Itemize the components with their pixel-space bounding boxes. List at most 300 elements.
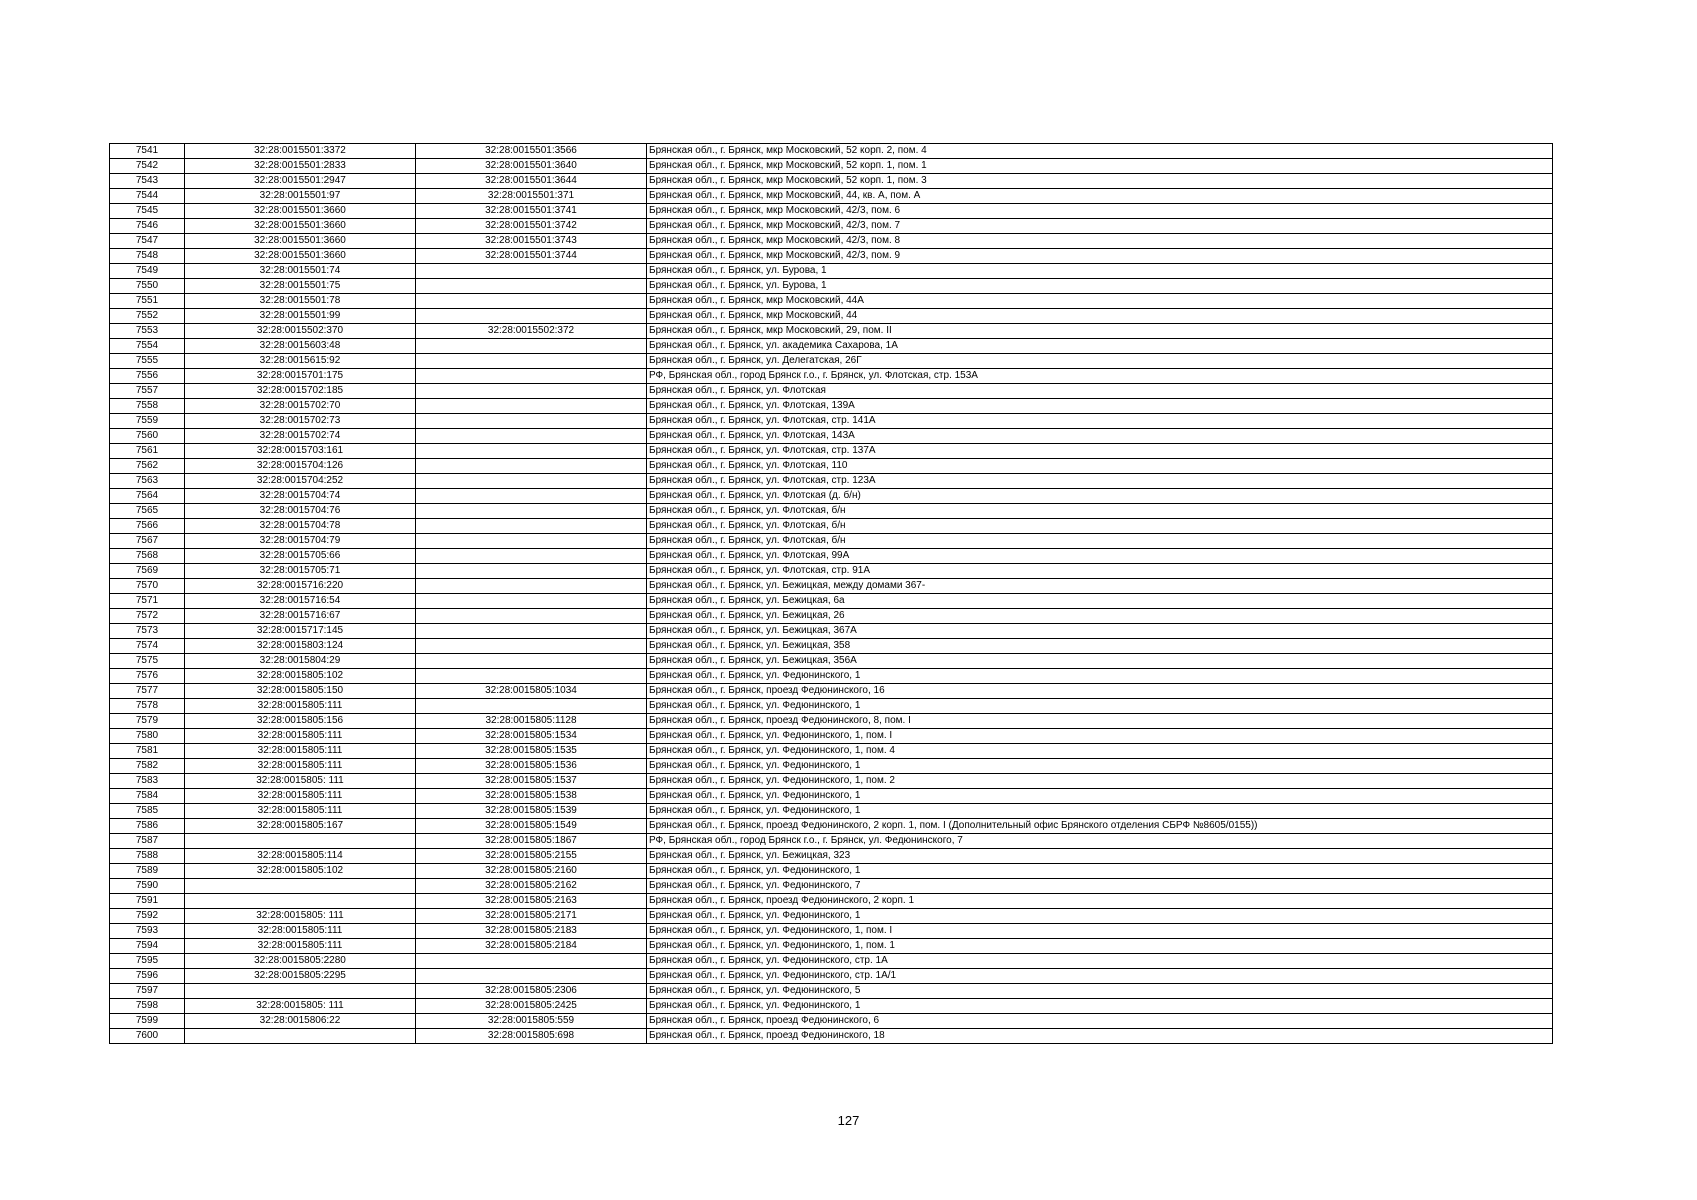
address-cell: Брянская обл., г. Брянск, ул. Бежицкая, 26 [647,609,1553,624]
table-row [110,789,1553,804]
object-cadastral-number-cell: 32:28:0015805:2162 [416,879,647,894]
address-cell: Брянская обл., г. Брянск, проезд Федюнинского, 6 [647,1014,1553,1029]
row-number-cell: 7575 [110,654,185,669]
land-cadastral-number-cell: 32:28:0015603:48 [185,339,416,354]
table-row [110,804,1553,819]
address-cell: Брянская обл., г. Брянск, ул. Федюнинского, 1 [647,804,1553,819]
row-number-cell: 7554 [110,339,185,354]
table-row [110,594,1553,609]
address-cell: Брянская обл., г. Брянск, ул. Федюнинского, 1 [647,759,1553,774]
object-cadastral-number-cell [416,429,647,444]
table-row [110,504,1553,519]
land-cadastral-number-cell: 32:28:0015805:167 [185,819,416,834]
row-number-cell: 7568 [110,549,185,564]
land-cadastral-number-cell: 32:28:0015805: 111 [185,999,416,1014]
row-number-cell: 7585 [110,804,185,819]
object-cadastral-number-cell: 32:28:0015502:372 [416,324,647,339]
row-number-cell: 7561 [110,444,185,459]
table-row [110,534,1553,549]
land-cadastral-number-cell: 32:28:0015501:2833 [185,159,416,174]
table-row [110,354,1553,369]
object-cadastral-number-cell [416,489,647,504]
row-number-cell: 7541 [110,144,185,159]
land-cadastral-number-cell: 32:28:0015805:111 [185,939,416,954]
row-number-cell: 7547 [110,234,185,249]
row-number-cell: 7560 [110,429,185,444]
table-row [110,654,1553,669]
object-cadastral-number-cell [416,294,647,309]
table-row [110,189,1553,204]
object-cadastral-number-cell [416,969,647,984]
row-number-cell: 7548 [110,249,185,264]
land-cadastral-number-cell: 32:28:0015805: 111 [185,909,416,924]
table-row [110,744,1553,759]
object-cadastral-number-cell [416,954,647,969]
table-row [110,864,1553,879]
object-cadastral-number-cell [416,639,647,654]
land-cadastral-number-cell: 32:28:0015806:22 [185,1014,416,1029]
row-number-cell: 7595 [110,954,185,969]
object-cadastral-number-cell [416,624,647,639]
row-number-cell: 7589 [110,864,185,879]
row-number-cell: 7542 [110,159,185,174]
table-row [110,444,1553,459]
land-cadastral-number-cell: 32:28:0015501:75 [185,279,416,294]
land-cadastral-number-cell [185,834,416,849]
address-cell: Брянская обл., г. Брянск, ул. академика Сахарова, 1А [647,339,1553,354]
table-row [110,699,1553,714]
land-cadastral-number-cell: 32:28:0015501:99 [185,309,416,324]
object-cadastral-number-cell: 32:28:0015501:3741 [416,204,647,219]
land-cadastral-number-cell: 32:28:0015805: 111 [185,774,416,789]
object-cadastral-number-cell: 32:28:0015805:1534 [416,729,647,744]
address-cell: РФ, Брянская обл., город Брянск г.о., г. Брянск, ул. Флотская, стр. 153А [647,369,1553,384]
object-cadastral-number-cell [416,504,647,519]
land-cadastral-number-cell: 32:28:0015803:124 [185,639,416,654]
address-cell: Брянская обл., г. Брянск, ул. Флотская (д. б/н) [647,489,1553,504]
object-cadastral-number-cell: 32:28:0015805:1537 [416,774,647,789]
row-number-cell: 7593 [110,924,185,939]
table-row [110,669,1553,684]
land-cadastral-number-cell: 32:28:0015805:111 [185,789,416,804]
row-number-cell: 7600 [110,1029,185,1044]
row-number-cell: 7599 [110,1014,185,1029]
object-cadastral-number-cell [416,609,647,624]
address-cell: Брянская обл., г. Брянск, мкр Московский, 52 корп. 1, пом. 1 [647,159,1553,174]
object-cadastral-number-cell [416,309,647,324]
table-row [110,474,1553,489]
address-cell: Брянская обл., г. Брянск, ул. Федюнинского, 1, пом. 2 [647,774,1553,789]
table-row [110,639,1553,654]
table-row [110,714,1553,729]
row-number-cell: 7587 [110,834,185,849]
land-cadastral-number-cell: 32:28:0015704:76 [185,504,416,519]
address-cell: Брянская обл., г. Брянск, мкр Московский, 42/3, пом. 7 [647,219,1553,234]
address-cell: Брянская обл., г. Брянск, ул. Федюнинского, 7 [647,879,1553,894]
address-cell: Брянская обл., г. Брянск, ул. Федюнинского, 1 [647,699,1553,714]
address-cell: Брянская обл., г. Брянск, проезд Федюнинского, 16 [647,684,1553,699]
object-cadastral-number-cell [416,279,647,294]
address-cell: Брянская обл., г. Брянск, мкр Московский, 42/3, пом. 6 [647,204,1553,219]
object-cadastral-number-cell: 32:28:0015501:3742 [416,219,647,234]
land-cadastral-number-cell: 32:28:0015805:2280 [185,954,416,969]
address-cell: Брянская обл., г. Брянск, мкр Московский, 52 корп. 2, пом. 4 [647,144,1553,159]
row-number-cell: 7581 [110,744,185,759]
object-cadastral-number-cell: 32:28:0015805:1536 [416,759,647,774]
row-number-cell: 7570 [110,579,185,594]
object-cadastral-number-cell [416,549,647,564]
land-cadastral-number-cell: 32:28:0015805:111 [185,804,416,819]
table-row [110,729,1553,744]
object-cadastral-number-cell: 32:28:0015501:3640 [416,159,647,174]
table-row [110,174,1553,189]
address-cell: Брянская обл., г. Брянск, ул. Федюнинского, 1, пом. 4 [647,744,1553,759]
land-cadastral-number-cell: 32:28:0015501:3660 [185,234,416,249]
land-cadastral-number-cell: 32:28:0015501:3660 [185,219,416,234]
table-row [110,204,1553,219]
table-row [110,1014,1553,1029]
row-number-cell: 7564 [110,489,185,504]
land-cadastral-number-cell: 32:28:0015501:97 [185,189,416,204]
row-number-cell: 7566 [110,519,185,534]
address-cell: Брянская обл., г. Брянск, ул. Бежицкая, между домами 367- [647,579,1553,594]
row-number-cell: 7543 [110,174,185,189]
address-cell: Брянская обл., г. Брянск, мкр Московский, 52 корп. 1, пом. 3 [647,174,1553,189]
object-cadastral-number-cell: 32:28:0015805:2425 [416,999,647,1014]
land-cadastral-number-cell: 32:28:0015716:220 [185,579,416,594]
land-cadastral-number-cell [185,1029,416,1044]
object-cadastral-number-cell: 32:28:0015805:2171 [416,909,647,924]
object-cadastral-number-cell: 32:28:0015501:3744 [416,249,647,264]
land-cadastral-number-cell: 32:28:0015705:66 [185,549,416,564]
table-row [110,219,1553,234]
object-cadastral-number-cell: 32:28:0015805:1538 [416,789,647,804]
table-row [110,924,1553,939]
land-cadastral-number-cell: 32:28:0015615:92 [185,354,416,369]
address-cell: Брянская обл., г. Брянск, ул. Флотская, б/н [647,519,1553,534]
cadastral-register-table [109,143,1553,1044]
table-row [110,759,1553,774]
row-number-cell: 7549 [110,264,185,279]
address-cell: Брянская обл., г. Брянск, мкр Московский, 44 [647,309,1553,324]
address-cell: Брянская обл., г. Брянск, мкр Московский, 44, кв. А, пом. А [647,189,1553,204]
row-number-cell: 7588 [110,849,185,864]
table-row [110,234,1553,249]
table-row [110,939,1553,954]
land-cadastral-number-cell: 32:28:0015805:111 [185,744,416,759]
address-cell: Брянская обл., г. Брянск, мкр Московский, 44А [647,294,1553,309]
land-cadastral-number-cell: 32:28:0015501:2947 [185,174,416,189]
table-row [110,999,1553,1014]
table-row [110,954,1553,969]
row-number-cell: 7556 [110,369,185,384]
object-cadastral-number-cell [416,369,647,384]
address-cell: Брянская обл., г. Брянск, проезд Федюнинского, 18 [647,1029,1553,1044]
row-number-cell: 7591 [110,894,185,909]
address-cell: Брянская обл., г. Брянск, ул. Федюнинского, 1, пом. 1 [647,939,1553,954]
table-row [110,414,1553,429]
address-cell: Брянская обл., г. Брянск, ул. Флотская, 99А [647,549,1553,564]
object-cadastral-number-cell: 32:28:0015805:559 [416,1014,647,1029]
table-row [110,249,1553,264]
address-cell: Брянская обл., г. Брянск, проезд Федюнинского, 2 корп. 1, пом. I (Дополнительный офис Брянского отделения СБРФ №8605/0155)) [647,819,1553,834]
row-number-cell: 7592 [110,909,185,924]
object-cadastral-number-cell: 32:28:0015501:3743 [416,234,647,249]
land-cadastral-number-cell: 32:28:0015705:71 [185,564,416,579]
object-cadastral-number-cell: 32:28:0015805:1034 [416,684,647,699]
land-cadastral-number-cell: 32:28:0015805:111 [185,729,416,744]
table-row [110,489,1553,504]
address-cell: Брянская обл., г. Брянск, ул. Федюнинского, стр. 1А/1 [647,969,1553,984]
row-number-cell: 7578 [110,699,185,714]
object-cadastral-number-cell: 32:28:0015805:1535 [416,744,647,759]
object-cadastral-number-cell [416,594,647,609]
land-cadastral-number-cell: 32:28:0015805:156 [185,714,416,729]
table-row [110,879,1553,894]
row-number-cell: 7550 [110,279,185,294]
object-cadastral-number-cell [416,459,647,474]
object-cadastral-number-cell: 32:28:0015805:2184 [416,939,647,954]
land-cadastral-number-cell: 32:28:0015805:2295 [185,969,416,984]
row-number-cell: 7583 [110,774,185,789]
land-cadastral-number-cell: 32:28:0015805:111 [185,924,416,939]
object-cadastral-number-cell [416,264,647,279]
object-cadastral-number-cell: 32:28:0015501:371 [416,189,647,204]
land-cadastral-number-cell: 32:28:0015502:370 [185,324,416,339]
address-cell: Брянская обл., г. Брянск, ул. Делегатская, 26Г [647,354,1553,369]
address-cell: Брянская обл., г. Брянск, ул. Бежицкая, 356А [647,654,1553,669]
land-cadastral-number-cell: 32:28:0015805:114 [185,849,416,864]
row-number-cell: 7551 [110,294,185,309]
address-cell: Брянская обл., г. Брянск, ул. Флотская, стр. 141А [647,414,1553,429]
land-cadastral-number-cell: 32:28:0015805:102 [185,864,416,879]
table-row [110,369,1553,384]
table-row [110,279,1553,294]
object-cadastral-number-cell: 32:28:0015805:1128 [416,714,647,729]
row-number-cell: 7577 [110,684,185,699]
address-cell: Брянская обл., г. Брянск, ул. Флотская [647,384,1553,399]
row-number-cell: 7596 [110,969,185,984]
row-number-cell: 7569 [110,564,185,579]
address-cell: Брянская обл., г. Брянск, ул. Федюнинского, 1 [647,669,1553,684]
object-cadastral-number-cell: 32:28:0015501:3644 [416,174,647,189]
land-cadastral-number-cell: 32:28:0015702:74 [185,429,416,444]
row-number-cell: 7576 [110,669,185,684]
table-row [110,894,1553,909]
address-cell: Брянская обл., г. Брянск, ул. Федюнинского, 1 [647,909,1553,924]
address-cell: Брянская обл., г. Брянск, проезд Федюнинского, 2 корп. 1 [647,894,1553,909]
land-cadastral-number-cell [185,879,416,894]
object-cadastral-number-cell [416,444,647,459]
table-row [110,834,1553,849]
land-cadastral-number-cell: 32:28:0015501:3660 [185,249,416,264]
table-row [110,294,1553,309]
object-cadastral-number-cell: 32:28:0015805:2183 [416,924,647,939]
object-cadastral-number-cell [416,699,647,714]
address-cell: Брянская обл., г. Брянск, ул. Флотская, 143А [647,429,1553,444]
row-number-cell: 7557 [110,384,185,399]
table-row [110,849,1553,864]
object-cadastral-number-cell: 32:28:0015805:1867 [416,834,647,849]
land-cadastral-number-cell: 32:28:0015716:67 [185,609,416,624]
row-number-cell: 7598 [110,999,185,1014]
address-cell: Брянская обл., г. Брянск, ул. Бежицкая, 367А [647,624,1553,639]
object-cadastral-number-cell [416,354,647,369]
object-cadastral-number-cell [416,339,647,354]
table-row [110,969,1553,984]
object-cadastral-number-cell: 32:28:0015805:2160 [416,864,647,879]
land-cadastral-number-cell [185,894,416,909]
row-number-cell: 7567 [110,534,185,549]
land-cadastral-number-cell [185,984,416,999]
row-number-cell: 7559 [110,414,185,429]
row-number-cell: 7565 [110,504,185,519]
table-row [110,324,1553,339]
row-number-cell: 7545 [110,204,185,219]
address-cell: Брянская обл., г. Брянск, ул. Федюнинского, 1 [647,999,1553,1014]
object-cadastral-number-cell: 32:28:0015501:3566 [416,144,647,159]
register-table-body [110,144,1553,1044]
row-number-cell: 7584 [110,789,185,804]
row-number-cell: 7586 [110,819,185,834]
address-cell: Брянская обл., г. Брянск, ул. Бежицкая, 323 [647,849,1553,864]
row-number-cell: 7573 [110,624,185,639]
land-cadastral-number-cell: 32:28:0015702:70 [185,399,416,414]
table-row [110,684,1553,699]
land-cadastral-number-cell: 32:28:0015704:79 [185,534,416,549]
object-cadastral-number-cell [416,579,647,594]
land-cadastral-number-cell: 32:28:0015717:145 [185,624,416,639]
land-cadastral-number-cell: 32:28:0015704:252 [185,474,416,489]
row-number-cell: 7574 [110,639,185,654]
row-number-cell: 7571 [110,594,185,609]
address-cell: Брянская обл., г. Брянск, ул. Федюнинского, 1, пом. I [647,924,1553,939]
address-cell: Брянская обл., г. Брянск, ул. Флотская, б/н [647,534,1553,549]
address-cell: РФ, Брянская обл., город Брянск г.о., г. Брянск, ул. Федюнинского, 7 [647,834,1553,849]
table-row [110,384,1553,399]
object-cadastral-number-cell: 32:28:0015805:1539 [416,804,647,819]
address-cell: Брянская обл., г. Брянск, ул. Бежицкая, 358 [647,639,1553,654]
land-cadastral-number-cell: 32:28:0015804:29 [185,654,416,669]
object-cadastral-number-cell: 32:28:0015805:2163 [416,894,647,909]
row-number-cell: 7563 [110,474,185,489]
land-cadastral-number-cell: 32:28:0015805:111 [185,699,416,714]
table-row [110,339,1553,354]
table-row [110,264,1553,279]
land-cadastral-number-cell: 32:28:0015805:111 [185,759,416,774]
address-cell: Брянская обл., г. Брянск, проезд Федюнинского, 8, пом. I [647,714,1553,729]
table-row [110,609,1553,624]
object-cadastral-number-cell [416,414,647,429]
object-cadastral-number-cell: 32:28:0015805:1549 [416,819,647,834]
address-cell: Брянская обл., г. Брянск, мкр Московский, 29, пом. II [647,324,1553,339]
land-cadastral-number-cell: 32:28:0015704:126 [185,459,416,474]
address-cell: Брянская обл., г. Брянск, ул. Флотская, стр. 137А [647,444,1553,459]
table-row [110,774,1553,789]
row-number-cell: 7555 [110,354,185,369]
land-cadastral-number-cell: 32:28:0015702:73 [185,414,416,429]
address-cell: Брянская обл., г. Брянск, ул. Флотская, 110 [647,459,1553,474]
table-row [110,519,1553,534]
land-cadastral-number-cell: 32:28:0015805:102 [185,669,416,684]
table-row [110,579,1553,594]
table-row [110,399,1553,414]
land-cadastral-number-cell: 32:28:0015501:3660 [185,204,416,219]
table-row [110,144,1553,159]
object-cadastral-number-cell [416,399,647,414]
address-cell: Брянская обл., г. Брянск, ул. Федюнинского, 1 [647,864,1553,879]
row-number-cell: 7558 [110,399,185,414]
object-cadastral-number-cell: 32:28:0015805:2306 [416,984,647,999]
row-number-cell: 7580 [110,729,185,744]
land-cadastral-number-cell: 32:28:0015501:74 [185,264,416,279]
object-cadastral-number-cell [416,384,647,399]
address-cell: Брянская обл., г. Брянск, ул. Флотская, стр. 91А [647,564,1553,579]
row-number-cell: 7590 [110,879,185,894]
row-number-cell: 7546 [110,219,185,234]
table-row [110,159,1553,174]
address-cell: Брянская обл., г. Брянск, ул. Бежицкая, 6а [647,594,1553,609]
table-row [110,624,1553,639]
row-number-cell: 7582 [110,759,185,774]
land-cadastral-number-cell: 32:28:0015501:78 [185,294,416,309]
page-number: 127 [837,1113,860,1128]
table-row [110,819,1553,834]
table-row [110,549,1553,564]
row-number-cell: 7552 [110,309,185,324]
address-cell: Брянская обл., г. Брянск, ул. Бурова, 1 [647,264,1553,279]
row-number-cell: 7597 [110,984,185,999]
object-cadastral-number-cell: 32:28:0015805:2155 [416,849,647,864]
land-cadastral-number-cell: 32:28:0015704:74 [185,489,416,504]
row-number-cell: 7572 [110,609,185,624]
row-number-cell: 7579 [110,714,185,729]
object-cadastral-number-cell [416,474,647,489]
address-cell: Брянская обл., г. Брянск, ул. Флотская, стр. 123А [647,474,1553,489]
object-cadastral-number-cell [416,654,647,669]
address-cell: Брянская обл., г. Брянск, ул. Федюнинского, 5 [647,984,1553,999]
address-cell: Брянская обл., г. Брянск, мкр Московский, 42/3, пом. 9 [647,249,1553,264]
row-number-cell: 7544 [110,189,185,204]
object-cadastral-number-cell [416,564,647,579]
object-cadastral-number-cell [416,519,647,534]
address-cell: Брянская обл., г. Брянск, ул. Бурова, 1 [647,279,1553,294]
table-row [110,984,1553,999]
object-cadastral-number-cell [416,534,647,549]
address-cell: Брянская обл., г. Брянск, ул. Федюнинского, 1, пом. I [647,729,1553,744]
land-cadastral-number-cell: 32:28:0015501:3372 [185,144,416,159]
row-number-cell: 7594 [110,939,185,954]
address-cell: Брянская обл., г. Брянск, ул. Флотская, 139А [647,399,1553,414]
row-number-cell: 7553 [110,324,185,339]
land-cadastral-number-cell: 32:28:0015702:185 [185,384,416,399]
table-row [110,1029,1553,1044]
table-row [110,429,1553,444]
land-cadastral-number-cell: 32:28:0015716:54 [185,594,416,609]
object-cadastral-number-cell: 32:28:0015805:698 [416,1029,647,1044]
address-cell: Брянская обл., г. Брянск, ул. Федюнинского, стр. 1А [647,954,1553,969]
object-cadastral-number-cell [416,669,647,684]
address-cell: Брянская обл., г. Брянск, ул. Флотская, б/н [647,504,1553,519]
land-cadastral-number-cell: 32:28:0015805:150 [185,684,416,699]
land-cadastral-number-cell: 32:28:0015704:78 [185,519,416,534]
address-cell: Брянская обл., г. Брянск, мкр Московский, 42/3, пом. 8 [647,234,1553,249]
table-row [110,459,1553,474]
table-row [110,564,1553,579]
row-number-cell: 7562 [110,459,185,474]
land-cadastral-number-cell: 32:28:0015703:161 [185,444,416,459]
table-row [110,309,1553,324]
